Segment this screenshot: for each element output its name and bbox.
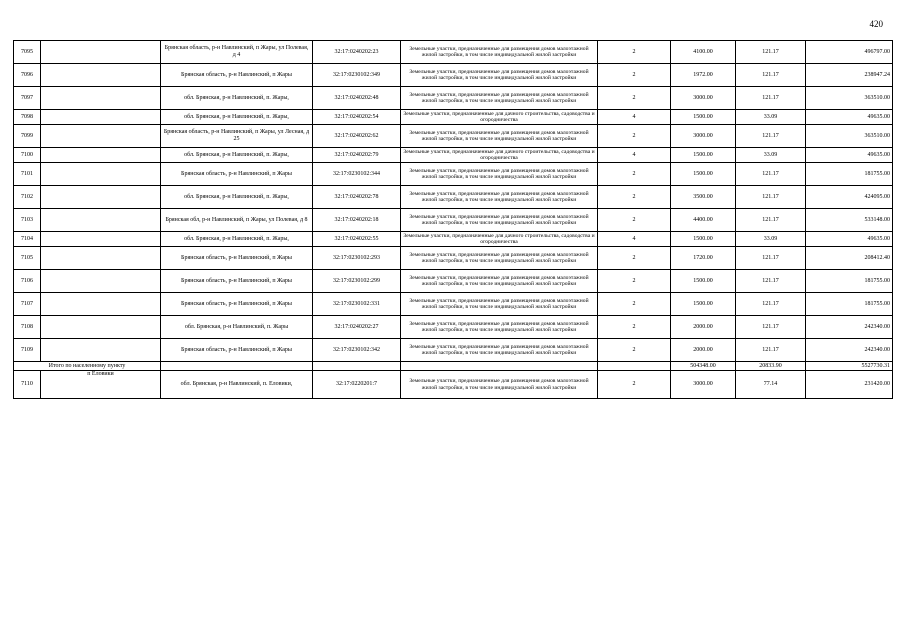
row-count: 4 (598, 232, 671, 247)
row-cadastral-number: 32:17:0240202:23 (313, 41, 401, 64)
row-empty-cell (41, 148, 161, 163)
total-area: 504348.00 (671, 362, 736, 371)
row-rate: 33.09 (736, 110, 806, 125)
row-value: 238947.24 (806, 64, 893, 87)
row-rate: 121.17 (736, 247, 806, 270)
total-rate: 20833.90 (736, 362, 806, 371)
row-rate: 121.17 (736, 209, 806, 232)
row-cadastral-number: 32:17:0230102:293 (313, 247, 401, 270)
row-address: Брянская область, р-н Навлинский, п Жары (161, 64, 313, 87)
total-value: 5527730.31 (806, 362, 893, 371)
row-empty-cell (41, 232, 161, 247)
row-value: 181755.00 (806, 270, 893, 293)
row-area: 3000.00 (671, 371, 736, 399)
settlement-total-row (14, 362, 893, 371)
row-purpose: Земельные участки, предназначенные для размещения домов малоэтажной жилой застройки, в том числе индивидуальной жилой застройки (401, 186, 598, 209)
row-count: 2 (598, 186, 671, 209)
row-empty-cell (41, 316, 161, 339)
row-value: 49635.00 (806, 232, 893, 247)
row-cadastral-number: 32:17:0240202:78 (313, 186, 401, 209)
row-area: 1720.00 (671, 247, 736, 270)
row-cadastral-number: 32:17:0240202:18 (313, 209, 401, 232)
row-cadastral-number: 32:17:0240202:79 (313, 148, 401, 163)
row-purpose: Земельные участки, предназначенные для размещения домов малоэтажной жилой застройки, в том числе индивидуальной жилой застройки (401, 87, 598, 110)
table-row (14, 316, 893, 339)
table-body (14, 41, 893, 399)
row-id: 7109 (14, 339, 41, 362)
row-address: обл. Брянская, р-н Навлинский, п. Жары (161, 316, 313, 339)
settlement-name: п Еловики (41, 371, 161, 399)
row-area: 1500.00 (671, 163, 736, 186)
row-empty-cell (41, 87, 161, 110)
table-row (14, 247, 893, 270)
row-id: 7099 (14, 125, 41, 148)
row-purpose: Земельные участки, предназначенные для размещения домов малоэтажной жилой застройки, в том числе индивидуальной жилой застройки (401, 316, 598, 339)
row-count: 2 (598, 316, 671, 339)
row-address: обл. Брянская, р-н Навлинский, п. Жары, (161, 110, 313, 125)
row-rate: 121.17 (736, 64, 806, 87)
row-count: 2 (598, 270, 671, 293)
row-count: 2 (598, 125, 671, 148)
row-area: 4400.00 (671, 209, 736, 232)
table-row (14, 293, 893, 316)
row-address: обл. Брянская, р-н Навлинский, п. Жары, (161, 186, 313, 209)
row-cadastral-number: 32:17:0240202:55 (313, 232, 401, 247)
table-row (14, 110, 893, 125)
row-purpose: Земельные участки, предназначенные для дачного строительства, садоводства и огородничества (401, 232, 598, 247)
row-id: 7098 (14, 110, 41, 125)
row-count: 2 (598, 41, 671, 64)
row-purpose: Земельные участки, предназначенные для размещения домов малоэтажной жилой застройки, в том числе индивидуальной жилой застройки (401, 209, 598, 232)
row-purpose: Земельные участки, предназначенные для дачного строительства, садоводства и огородничества (401, 110, 598, 125)
row-area: 3500.00 (671, 186, 736, 209)
row-rate: 121.17 (736, 339, 806, 362)
row-purpose: Земельные участки, предназначенные для размещения домов малоэтажной жилой застройки, в том числе индивидуальной жилой застройки (401, 163, 598, 186)
row-cadastral-number: 32:17:0240202:54 (313, 110, 401, 125)
row-empty-cell (41, 186, 161, 209)
row-area: 4100.00 (671, 41, 736, 64)
row-id: 7095 (14, 41, 41, 64)
row-area: 1500.00 (671, 110, 736, 125)
row-value: 49635.00 (806, 148, 893, 163)
row-cadastral-number: 32:17:0230102:331 (313, 293, 401, 316)
row-address: обл. Брянская, р-н Навлинский, п. Жары, (161, 148, 313, 163)
row-address: обл. Брянская, р-н Навлинский, п. Еловики, (161, 371, 313, 399)
row-rate: 121.17 (736, 293, 806, 316)
table-row (14, 41, 893, 64)
row-rate: 121.17 (736, 186, 806, 209)
row-empty-cell (41, 293, 161, 316)
row-id: 7100 (14, 148, 41, 163)
row-address: Брянская область, р-н Навлинский, п Жары (161, 339, 313, 362)
row-empty-cell (41, 64, 161, 87)
row-empty-cell (41, 339, 161, 362)
row-count: 4 (598, 110, 671, 125)
total-empty-cell (598, 362, 671, 371)
row-purpose: Земельные участки, предназначенные для размещения домов малоэтажной жилой застройки, в том числе индивидуальной жилой застройки (401, 64, 598, 87)
row-id: 7096 (14, 64, 41, 87)
row-cadastral-number: 32:17:0240202:27 (313, 316, 401, 339)
row-count: 2 (598, 247, 671, 270)
row-address: Брянская область, р-н Навлинский, п Жары, ул Полевая, д 4 (161, 41, 313, 64)
row-id: 7102 (14, 186, 41, 209)
row-purpose: Земельные участки, предназначенные для размещения домов малоэтажной жилой застройки, в том числе индивидуальной жилой застройки (401, 293, 598, 316)
row-purpose: Земельные участки, предназначенные для размещения домов малоэтажной жилой застройки, в том числе индивидуальной жилой застройки (401, 125, 598, 148)
page-number: 420 (869, 19, 883, 29)
row-value: 208412.40 (806, 247, 893, 270)
row-id: 7101 (14, 163, 41, 186)
row-address: обл. Брянская, р-н Навлинский, п. Жары, (161, 232, 313, 247)
row-empty-cell (41, 41, 161, 64)
row-rate: 121.17 (736, 87, 806, 110)
row-value: 49635.00 (806, 110, 893, 125)
row-count: 2 (598, 64, 671, 87)
row-value: 496797.00 (806, 41, 893, 64)
row-purpose: Земельные участки, предназначенные для размещения домов малоэтажной жилой застройки, в том числе индивидуальной жилой застройки (401, 247, 598, 270)
row-value: 242340.00 (806, 339, 893, 362)
row-value: 363510.00 (806, 87, 893, 110)
row-count: 2 (598, 87, 671, 110)
row-area: 1500.00 (671, 293, 736, 316)
row-empty-cell (41, 125, 161, 148)
row-purpose: Земельные участки, предназначенные для размещения домов малоэтажной жилой застройки, в том числе индивидуальной жилой застройки (401, 371, 598, 399)
row-rate: 33.09 (736, 232, 806, 247)
table-row (14, 186, 893, 209)
row-address: Брянская область, р-н Навлинский, п Жары, ул Лесная, д 25 (161, 125, 313, 148)
row-address: Брянская область, р-н Навлинский, п Жары (161, 293, 313, 316)
row-id: 7104 (14, 232, 41, 247)
row-purpose: Земельные участки, предназначенные для размещения домов малоэтажной жилой застройки, в том числе индивидуальной жилой застройки (401, 339, 598, 362)
total-empty-cell (313, 362, 401, 371)
row-empty-cell (41, 270, 161, 293)
cadastral-value-table (13, 40, 893, 399)
row-area: 2000.00 (671, 339, 736, 362)
row-value: 242340.00 (806, 316, 893, 339)
row-cadastral-number: 32:17:0230102:344 (313, 163, 401, 186)
row-id: 7107 (14, 293, 41, 316)
row-rate: 33.09 (736, 148, 806, 163)
row-cadastral-number: 32:17:0240202:62 (313, 125, 401, 148)
row-address: Брянская область, р-н Навлинский, п Жары (161, 270, 313, 293)
table-row (14, 64, 893, 87)
row-id: 7103 (14, 209, 41, 232)
row-empty-cell (41, 163, 161, 186)
row-rate: 77.14 (736, 371, 806, 399)
row-empty-cell (41, 247, 161, 270)
total-empty-cell (161, 362, 313, 371)
table-row (14, 148, 893, 163)
row-address: Брянская область, р-н Навлинский, п Жары (161, 247, 313, 270)
row-rate: 121.17 (736, 316, 806, 339)
row-address: обл. Брянская, р-н Навлинский, п. Жары, (161, 87, 313, 110)
row-id: 7108 (14, 316, 41, 339)
row-cadastral-number: 32:17:0230102:349 (313, 64, 401, 87)
total-empty-cell (401, 362, 598, 371)
row-purpose: Земельные участки, предназначенные для дачного строительства, садоводства и огородничества (401, 148, 598, 163)
row-purpose: Земельные участки, предназначенные для размещения домов малоэтажной жилой застройки, в том числе индивидуальной жилой застройки (401, 270, 598, 293)
row-cadastral-number: 32:17:0230102:299 (313, 270, 401, 293)
row-area: 3000.00 (671, 125, 736, 148)
row-empty-cell (41, 110, 161, 125)
row-value: 231420.00 (806, 371, 893, 399)
row-count: 2 (598, 163, 671, 186)
table-row (14, 232, 893, 247)
row-area: 1972.00 (671, 64, 736, 87)
row-count: 2 (598, 293, 671, 316)
row-value: 181755.00 (806, 293, 893, 316)
table-row (14, 87, 893, 110)
row-count: 2 (598, 371, 671, 399)
row-rate: 121.17 (736, 41, 806, 64)
table-row (14, 371, 893, 399)
row-empty-cell (41, 209, 161, 232)
row-count: 2 (598, 339, 671, 362)
row-area: 2000.00 (671, 316, 736, 339)
row-rate: 121.17 (736, 163, 806, 186)
table-row (14, 209, 893, 232)
row-id: 7110 (14, 371, 41, 399)
row-rate: 121.17 (736, 125, 806, 148)
row-address: Брянская область, р-н Навлинский, п Жары (161, 163, 313, 186)
table-row (14, 270, 893, 293)
row-rate: 121.17 (736, 270, 806, 293)
row-value: 181755.00 (806, 163, 893, 186)
row-value: 424095.00 (806, 186, 893, 209)
row-value: 533148.00 (806, 209, 893, 232)
row-value: 363510.00 (806, 125, 893, 148)
row-count: 4 (598, 148, 671, 163)
row-area: 1500.00 (671, 270, 736, 293)
table-row (14, 125, 893, 148)
row-cadastral-number: 32:17:0230102:342 (313, 339, 401, 362)
row-id: 7106 (14, 270, 41, 293)
table-row (14, 163, 893, 186)
row-id: 7105 (14, 247, 41, 270)
row-id: 7097 (14, 87, 41, 110)
row-count: 2 (598, 209, 671, 232)
row-purpose: Земельные участки, предназначенные для размещения домов малоэтажной жилой застройки, в том числе индивидуальной жилой застройки (401, 41, 598, 64)
total-label: Итого по населенному пункту (14, 362, 161, 371)
row-area: 1500.00 (671, 148, 736, 163)
row-cadastral-number: 32:17:0240202:48 (313, 87, 401, 110)
row-address: Брянская обл, р-н Навлинский, п Жары, ул Полевая, д 8 (161, 209, 313, 232)
row-area: 3000.00 (671, 87, 736, 110)
table-row (14, 339, 893, 362)
row-area: 1500.00 (671, 232, 736, 247)
row-cadastral-number: 32:17:0220201:7 (313, 371, 401, 399)
